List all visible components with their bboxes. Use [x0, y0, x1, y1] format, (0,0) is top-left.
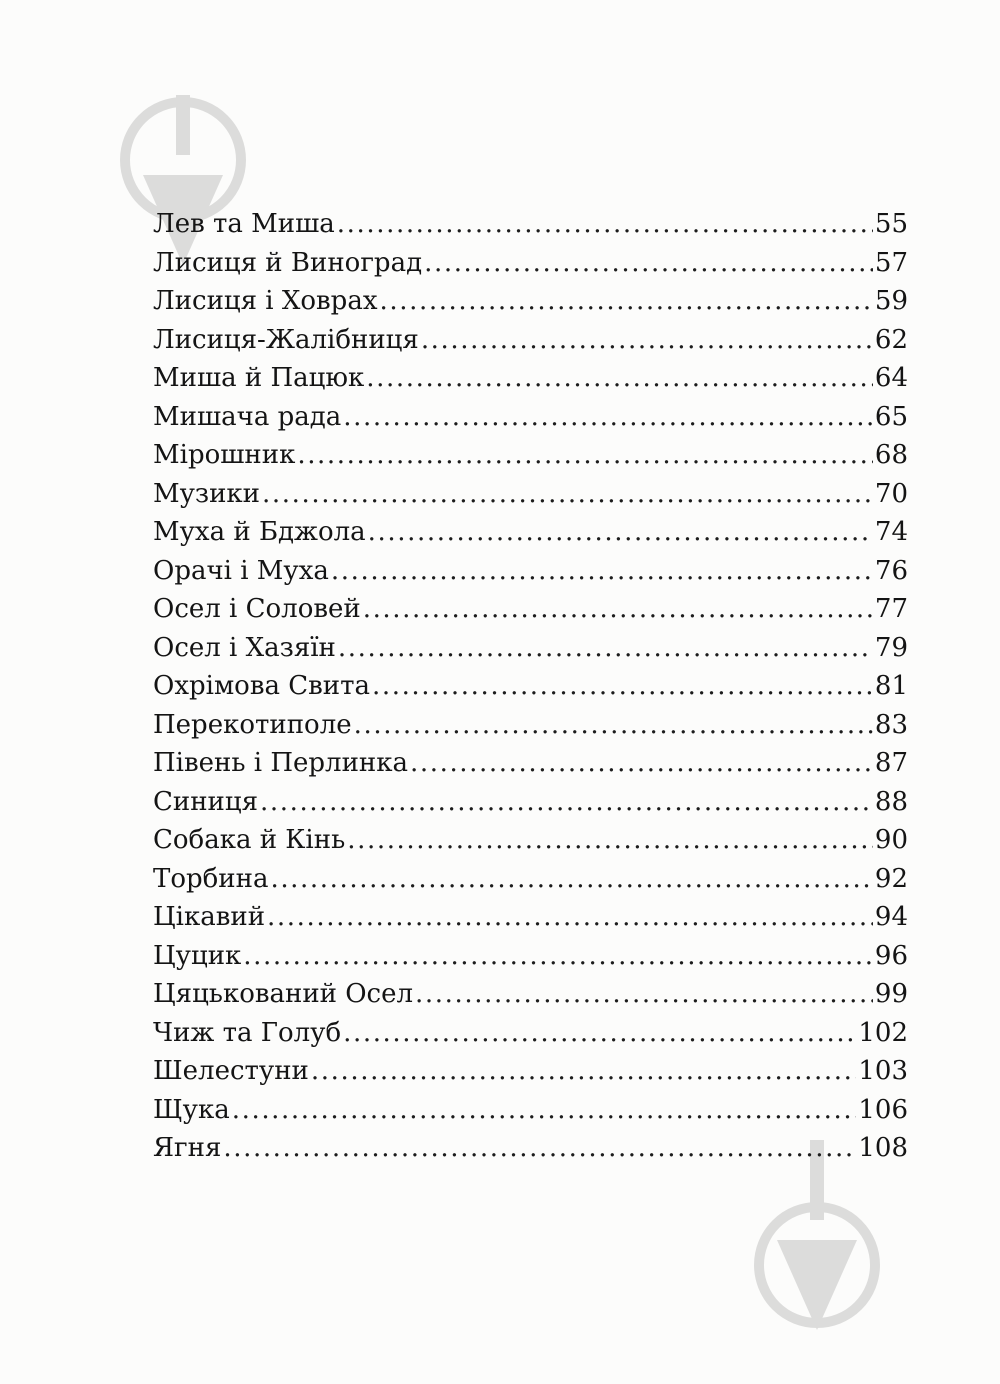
toc-entry-page-number: 77	[874, 594, 908, 624]
toc-entry	[153, 898, 908, 937]
toc-entry-page-number: 87	[874, 748, 908, 778]
toc-entry-page-number: 90	[874, 825, 908, 855]
dot-leader	[415, 975, 873, 1014]
toc-entry	[153, 398, 908, 437]
toc-entry-title: Лисиця і Ховрах	[153, 286, 378, 316]
toc-entry-page-number: 59	[874, 286, 908, 316]
toc-entry-page-number: 92	[874, 863, 908, 894]
toc-entry	[153, 321, 908, 360]
toc-entry-title: Лисиця й Виноград	[153, 247, 423, 278]
toc-entry-page-number: 57	[874, 247, 908, 278]
toc-entry-title: Цуцик	[153, 940, 242, 971]
toc-entry-title: Щука	[153, 1094, 230, 1125]
dot-leader	[343, 398, 873, 437]
toc-entry-page-number: 81	[874, 671, 908, 701]
toc-entry	[153, 436, 908, 475]
table-of-contents	[153, 205, 908, 1168]
dot-leader	[363, 590, 873, 629]
toc-entry	[153, 706, 908, 745]
dot-leader	[338, 629, 873, 668]
toc-entry-title: Цяцькований Осел	[153, 979, 414, 1009]
dot-leader	[223, 1129, 856, 1168]
toc-entry	[153, 1052, 908, 1091]
toc-entry-page-number: 108	[858, 1133, 908, 1163]
toc-entry	[153, 1014, 908, 1053]
toc-entry-title: Синиця	[153, 786, 259, 817]
toc-entry-page-number: 62	[874, 324, 908, 355]
dot-leader	[368, 513, 873, 552]
toc-entry	[153, 821, 908, 860]
toc-entry-title: Лев та Миша	[153, 209, 335, 239]
toc-entry	[153, 629, 908, 668]
toc-entry-title: Осел і Хазяїн	[153, 632, 336, 663]
toc-entry-page-number: 68	[874, 440, 908, 470]
toc-entry-title: Музики	[153, 478, 261, 509]
toc-entry-title: Перекотиполе	[153, 709, 352, 740]
toc-entry-title: Мірошник	[153, 440, 296, 470]
toc-entry-page-number: 88	[874, 786, 908, 817]
toc-entry-title: Осел і Соловей	[153, 594, 361, 624]
toc-entry	[153, 1091, 908, 1130]
toc-entry	[153, 860, 908, 899]
toc-entry-page-number: 55	[874, 209, 908, 239]
toc-entry-page-number: 76	[874, 555, 908, 586]
toc-entry	[153, 282, 908, 321]
toc-entry-title: Собака й Кінь	[153, 825, 346, 855]
toc-entry-page-number: 106	[858, 1094, 908, 1125]
dot-leader	[337, 205, 873, 244]
dot-leader	[260, 783, 873, 822]
toc-entry	[153, 975, 908, 1014]
dot-leader	[410, 744, 873, 783]
toc-entry-title: Мишача рада	[153, 401, 342, 432]
toc-entry	[153, 783, 908, 822]
toc-entry-page-number: 94	[874, 902, 908, 932]
dot-leader	[347, 821, 873, 860]
toc-entry-title: Охрімова Свита	[153, 671, 370, 701]
dot-leader	[297, 436, 873, 475]
toc-entry-title: Цікавий	[153, 902, 266, 932]
toc-entry-title: Ягня	[153, 1133, 222, 1163]
toc-entry-page-number: 99	[874, 979, 908, 1009]
dot-leader	[421, 321, 873, 360]
toc-entry-page-number: 103	[858, 1056, 908, 1086]
toc-entry-title: Півень і Перлинка	[153, 748, 408, 778]
toc-entry-title: Муха й Бджола	[153, 517, 366, 547]
toc-entry-page-number: 79	[874, 632, 908, 663]
toc-entry	[153, 205, 908, 244]
toc-entry-page-number: 64	[874, 363, 908, 393]
dot-leader	[267, 898, 873, 937]
shovel-logo-icon	[752, 1140, 882, 1340]
toc-entry-page-number: 70	[874, 478, 908, 509]
toc-entry-title: Орачі і Муха	[153, 555, 329, 586]
dot-leader	[366, 359, 873, 398]
toc-entry-title: Лисиця-Жалібниця	[153, 324, 419, 355]
toc-entry-page-number: 96	[874, 940, 908, 971]
toc-entry	[153, 244, 908, 283]
toc-entry-page-number: 74	[874, 517, 908, 547]
dot-leader	[372, 667, 873, 706]
dot-leader	[331, 552, 873, 591]
dot-leader	[243, 937, 873, 976]
toc-entry-title: Миша й Пацюк	[153, 363, 365, 393]
toc-entry	[153, 513, 908, 552]
dot-leader	[424, 244, 873, 283]
dot-leader	[354, 706, 873, 745]
dot-leader	[311, 1052, 856, 1091]
toc-entry	[153, 552, 908, 591]
toc-entry-page-number: 83	[874, 709, 908, 740]
dot-leader	[232, 1091, 857, 1130]
toc-entry	[153, 1129, 908, 1168]
toc-entry-title: Шелестуни	[153, 1056, 309, 1086]
toc-entry	[153, 937, 908, 976]
toc-entry	[153, 744, 908, 783]
dot-leader	[380, 282, 873, 321]
toc-entry-page-number: 102	[858, 1017, 908, 1048]
toc-entry	[153, 475, 908, 514]
toc-entry-title: Торбина	[153, 863, 269, 894]
toc-entry	[153, 667, 908, 706]
toc-entry-title: Чиж та Голуб	[153, 1017, 342, 1048]
toc-entry	[153, 590, 908, 629]
toc-entry-page-number: 65	[874, 401, 908, 432]
toc-entry	[153, 359, 908, 398]
dot-leader	[343, 1014, 856, 1053]
dot-leader	[270, 860, 872, 899]
dot-leader	[262, 475, 873, 514]
